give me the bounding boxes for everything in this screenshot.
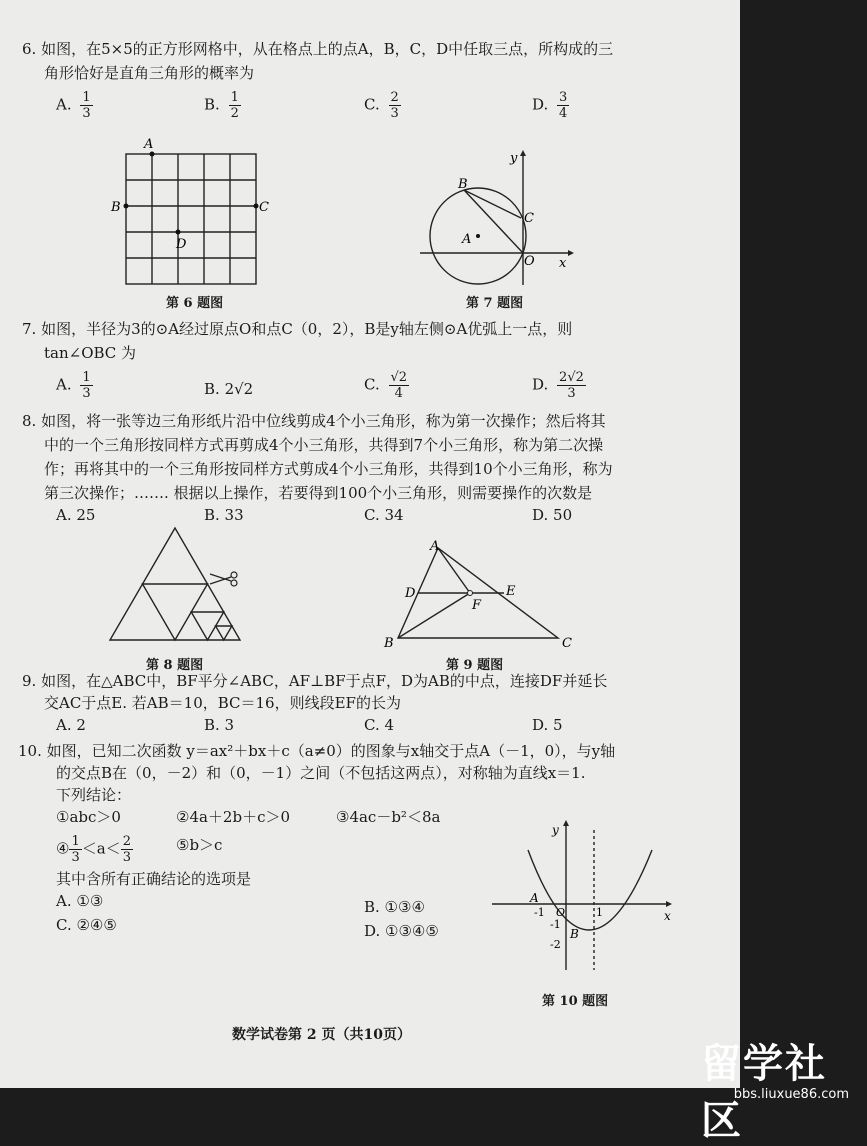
figure-8-caption: 第 8 题图 [146, 658, 204, 673]
point-d-label: D [176, 237, 187, 252]
fig10-label-neg1-y: -1 [550, 918, 561, 931]
q10-option-b: B. ①③④ [364, 898, 425, 916]
figure-7-caption: 第 7 题图 [466, 296, 524, 311]
q6-option-c: C. $\frac{2}{3}$ [364, 90, 399, 121]
q6-option-d: D. $\frac{3}{4}$ [532, 90, 568, 121]
q8-line1: 8. 如图，将一张等边三角形纸片沿中位线剪成4个小三角形，称为第一次操作；然后将其 [22, 412, 606, 430]
figure-10-caption: 第 10 题图 [542, 994, 609, 1009]
q10-conclusion-4: ④ $\frac{1}{3}$ ＜a＜ $\frac{2}{3}$ [56, 834, 131, 865]
q8-option-c: C. 34 [364, 506, 404, 524]
q6-line2: 角形恰好是直角三角形的概率为 [44, 64, 255, 82]
point-a-label: A [144, 137, 154, 152]
fig9-label-f: F [472, 598, 482, 613]
q10-conclusion-5: ⑤b＞c [176, 836, 223, 854]
q7-option-a: A. $\frac{1}{3}$ [56, 370, 91, 401]
q8-option-d: D. 50 [532, 506, 573, 524]
q10-prompt: 其中含所有正确结论的选项是 [56, 870, 252, 888]
q9-line2: 交AC于点E. 若AB＝10，BC＝16，则线段EF的长为 [44, 694, 401, 712]
fig7-label-o: O [524, 254, 535, 269]
q8-line3: 作；再将其中的一个三角形按同样方式剪成4个小三角形，共得到10个小三角形，称为 [44, 460, 613, 478]
fig10-label-neg1: -1 [534, 906, 545, 919]
watermark-url: bbs.liuxue86.com [733, 1087, 849, 1102]
q6-option-b: B. $\frac{1}{2}$ [204, 90, 239, 121]
fig10-label-a: A [530, 891, 539, 905]
fig7-label-c: C [524, 211, 534, 226]
fig9-label-a: A [430, 539, 440, 554]
fig7-label-b: B [458, 177, 468, 192]
q10-conclusion-2: ②4a＋2b＋c＞0 [176, 808, 291, 826]
fig9-label-c: C [562, 636, 572, 651]
q10-option-c: C. ②④⑤ [56, 916, 117, 934]
q8-line4: 第三次操作；……. 根据以上操作，若要得到100个小三角形，则需要操作的次数是 [44, 484, 593, 502]
q7-option-c: C. $\frac{√2}{4}$ [364, 370, 408, 401]
q10-line2: 的交点B在（0，－2）和（0，－1）之间（不包括这两点），对称轴为直线x＝1. [56, 764, 586, 782]
q10-conclusion-3: ③4ac－b²＜8a [336, 808, 441, 826]
q7-option-d: D. $\frac{2√2}{3}$ [532, 370, 584, 401]
figure-6-caption: 第 6 题图 [166, 296, 224, 311]
point-c-label: C [259, 200, 269, 215]
fig10-label-one: 1 [596, 906, 603, 919]
q8-line2: 中的一个三角形按同样方式再剪成4个小三角形，共得到7个小三角形，称为第二次操 [44, 436, 604, 454]
q7-line1: 7. 如图，半径为3的⊙A经过原点O和点C（0，2），B是y轴左侧⊙A优弧上一点，则 [22, 320, 573, 338]
site-watermark [701, 1032, 861, 1144]
fig9-label-e: E [506, 584, 516, 599]
fig10-label-x: x [664, 909, 671, 923]
fig9-label-d: D [405, 586, 416, 601]
q9-option-c: C. 4 [364, 716, 395, 734]
watermark-logo-text: 留学社区 [701, 1041, 827, 1144]
figure-9-triangle [378, 536, 578, 651]
point-b-label: B [111, 200, 121, 215]
q10-line1: 10. 如图，已知二次函数 y＝ax²＋bx＋c（a≠0）的图象与x轴交于点A（－1，0），与y轴 [18, 742, 616, 760]
q9-option-b: B. 3 [204, 716, 235, 734]
q6-line1: 6. 如图，在5×5的正方形网格中，从在格点上的点A，B，C，D中任取三点，所构成的三 [22, 40, 614, 58]
q8-option-a: A. 25 [56, 506, 96, 524]
fig7-label-a: A [462, 232, 472, 247]
fig10-label-o: O [556, 906, 566, 919]
q7-line2: tan∠OBC 为 [44, 344, 137, 362]
q10-option-d: D. ①③④⑤ [364, 922, 439, 940]
q9-option-a: A. 2 [56, 716, 86, 734]
fig10-label-b: B [570, 927, 579, 941]
figure-9-caption: 第 9 题图 [446, 658, 504, 673]
q10-line3: 下列结论： [56, 786, 132, 804]
figure-10-parabola [490, 820, 680, 980]
q8-option-b: B. 33 [204, 506, 244, 524]
fig10-label-y: y [552, 823, 559, 837]
q7-option-b: B. 2√2 [204, 380, 254, 398]
fig7-label-y: y [510, 151, 518, 166]
q6-option-a: A. $\frac{1}{3}$ [56, 90, 91, 121]
fig10-label-neg2: -2 [550, 938, 561, 951]
figure-6-grid [110, 138, 270, 288]
scissors-icon [210, 572, 237, 586]
q10-option-a: A. ①③ [56, 892, 104, 910]
q10-conclusion-1: ①abc＞0 [56, 808, 121, 826]
fig7-label-x: x [559, 256, 567, 271]
q9-line1: 9. 如图，在△ABC中，BF平分∠ABC，AF⊥BF于点F，D为AB的中点，连接DF并延长 [22, 672, 608, 690]
page-footer: 数学试卷第 2 页（共10页） [232, 1027, 411, 1043]
fig9-label-b: B [384, 636, 394, 651]
q9-option-d: D. 5 [532, 716, 563, 734]
figure-7-circle [420, 150, 580, 290]
figure-8-triangle [108, 526, 258, 646]
